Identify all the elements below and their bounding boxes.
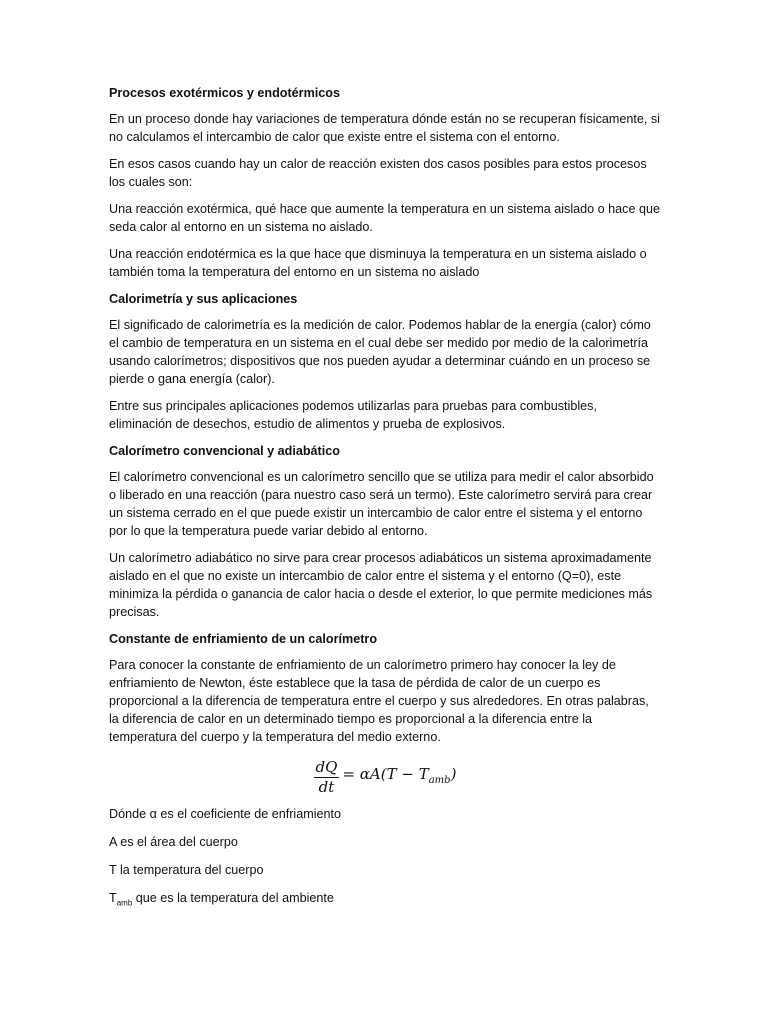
tamb-symbol: T [109, 891, 117, 905]
definition-ambient-temperature [109, 889, 661, 913]
equation-rhs-subscript: amb [428, 774, 451, 786]
paragraph: En esos casos cuando hay un calor de reacción existen dos casos posibles para estos procesos los cuales son: [109, 157, 647, 189]
paragraph: Una reacción exotérmica, qué hace que aumente la temperatura en un sistema aislado o hace que seda calor al entorno en un sistema no aislado. [109, 202, 660, 234]
definition-temperature: T la temperatura del cuerpo [109, 863, 264, 877]
paragraph: El significado de calorimetría es la medición de calor. Podemos hablar de la energía (calor) cómo el cambio de temperatura en un sistema en el cual debe ser medido por medio de la calorimetría usando calorímetros; dispositivos que nos pueden ayudar a determinar cuándo en un proceso se pierde o gana energía (calor). [109, 318, 651, 386]
section-heading-cooling-constant: Constante de enfriamiento de un calorímetro [109, 632, 378, 646]
paragraph: Entre sus principales aplicaciones podemos utilizarlas para pruebas para combustibles, eliminación de desechos, estudio de alimentos y prueba de explosivos. [109, 399, 597, 431]
equation-denominator: dt [318, 777, 335, 796]
paragraph: En un proceso donde hay variaciones de temperatura dónde están no se recuperan físicamente, si no calculamos el intercambio de calor que existe entre el sistema con el entorno. [109, 112, 660, 144]
equation-rhs-close: ) [450, 764, 457, 783]
tamb-subscript: amb [116, 898, 133, 908]
equation-numerator: dQ [315, 757, 338, 776]
section-heading-exothermic: Procesos exotérmicos y endotérmicos [109, 86, 340, 100]
newton-cooling-equation [109, 755, 661, 799]
section-heading-calorimetry: Calorimetría y sus aplicaciones [109, 292, 298, 306]
definition-alpha: Dónde α es el coeficiente de enfriamiento [109, 807, 342, 821]
paragraph: Para conocer la constante de enfriamiento de un calorímetro primero hay conocer la ley de enfriamiento de Newton, éste establece que la tasa de pérdida de calor de un cuerpo es proporcional a la diferencia de temperatura entre el cuerpo y sus alrededores. En otras palabras, la diferencia de calor en un determinado tiempo es proporcional a la diferencia entre la temperatura del cuerpo y la temperatura del medio externo. [109, 658, 649, 744]
tamb-text: que es la temperatura del ambiente [132, 891, 334, 905]
equation-fraction [314, 759, 340, 796]
paragraph: Un calorímetro adiabático no sirve para crear procesos adiabáticos un sistema aproximadamente aislado en el que no existe un intercambio de calor entre el sistema y el entorno (Q=0), este minimiza la pérdida o ganancia de calor hacia o desde el exterior, lo que permite mediciones más precisas. [109, 551, 653, 619]
document-page [109, 84, 661, 923]
paragraph: Una reacción endotérmica es la que hace que disminuya la temperatura en un sistema aislado o también toma la temperatura del entorno en un sistema no aislado [109, 247, 647, 279]
definition-area: A es el área del cuerpo [109, 835, 238, 849]
section-heading-calorimeter: Calorímetro convencional y adiabático [109, 444, 340, 458]
equation-rhs-main: = αA(T − T [342, 764, 429, 783]
paragraph: El calorímetro convencional es un calorímetro sencillo que se utiliza para medir el calor absorbido o liberado en una reacción (para nuestro caso será un termo). Este calorímetro servirá para crear un sistema cerrado en el que puede existir un intercambio de calor entre el sistema y el entorno por lo que la temperatura puede variar debido al entorno. [109, 470, 654, 538]
equation-rhs [342, 765, 456, 790]
